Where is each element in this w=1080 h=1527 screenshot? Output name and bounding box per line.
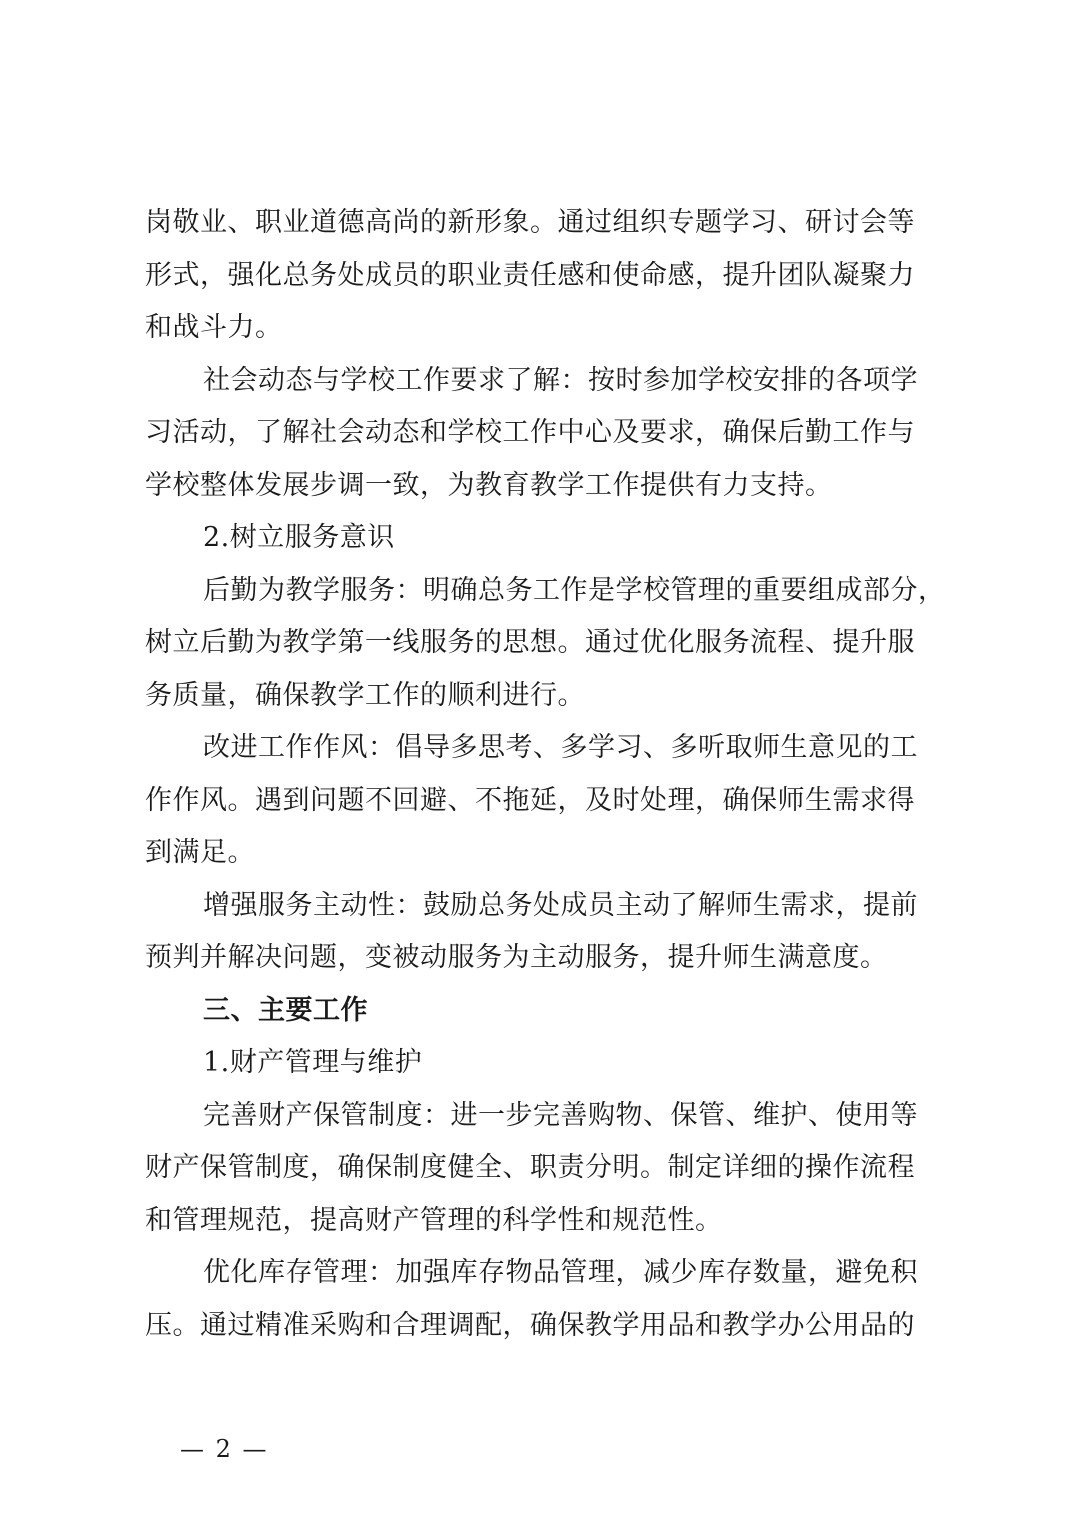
page-number: — 2 —	[180, 1435, 269, 1463]
paragraph-line: 务质量，确保教学工作的顺利进行。	[145, 679, 585, 711]
subheading-property-management: 1.财产管理与维护	[203, 1047, 423, 1078]
paragraph-line: 增强服务主动性：鼓励总务处成员主动了解师生需求，提前	[203, 889, 918, 921]
paragraph-line: 和管理规范，提高财产管理的科学性和规范性。	[145, 1204, 723, 1236]
paragraph-line: 作作风。遇到问题不回避、不拖延，及时处理，确保师生需求得	[145, 784, 915, 816]
paragraph-line: 改进工作作风：倡导多思考、多学习、多听取师生意见的工	[203, 732, 918, 763]
paragraph-line: 社会动态与学校工作要求了解：按时参加学校安排的各项学	[203, 364, 918, 396]
paragraph-line: 形式，强化总务处成员的职业责任感和使命感，提升团队凝聚力	[145, 259, 915, 291]
paragraph-line: 财产保管制度，确保制度健全、职责分明。制定详细的操作流程	[145, 1152, 915, 1183]
paragraph-line: 岗敬业、职业道德高尚的新形象。通过组织专题学习、研讨会等	[145, 207, 915, 238]
paragraph-line: 完善财产保管制度：进一步完善购物、保管、维护、使用等	[203, 1099, 918, 1131]
paragraph-line: 压。通过精准采购和合理调配，确保教学用品和教学办公用品的	[145, 1309, 915, 1341]
section-heading-main-work: 三、主要工作	[203, 994, 368, 1026]
subheading-service-awareness: 2.树立服务意识	[203, 522, 395, 553]
paragraph-line: 学校整体发展步调一致，为教育教学工作提供有力支持。	[145, 469, 833, 501]
paragraph-line: 树立后勤为教学第一线服务的思想。通过优化服务流程、提升服	[145, 627, 915, 658]
body-text	[145, 197, 945, 1352]
paragraph-line: 后勤为教学服务：明确总务工作是学校管理的重要组成部分，	[203, 574, 945, 606]
paragraph-line: 习活动，了解社会动态和学校工作中心及要求，确保后勤工作与	[145, 417, 915, 448]
paragraph-line: 优化库存管理：加强库存物品管理，减少库存数量，避免积	[203, 1257, 918, 1288]
paragraph-line: 和战斗力。	[145, 312, 283, 343]
paragraph-line: 预判并解决问题，变被动服务为主动服务，提升师生满意度。	[145, 942, 888, 973]
paragraph-line: 到满足。	[145, 837, 255, 868]
